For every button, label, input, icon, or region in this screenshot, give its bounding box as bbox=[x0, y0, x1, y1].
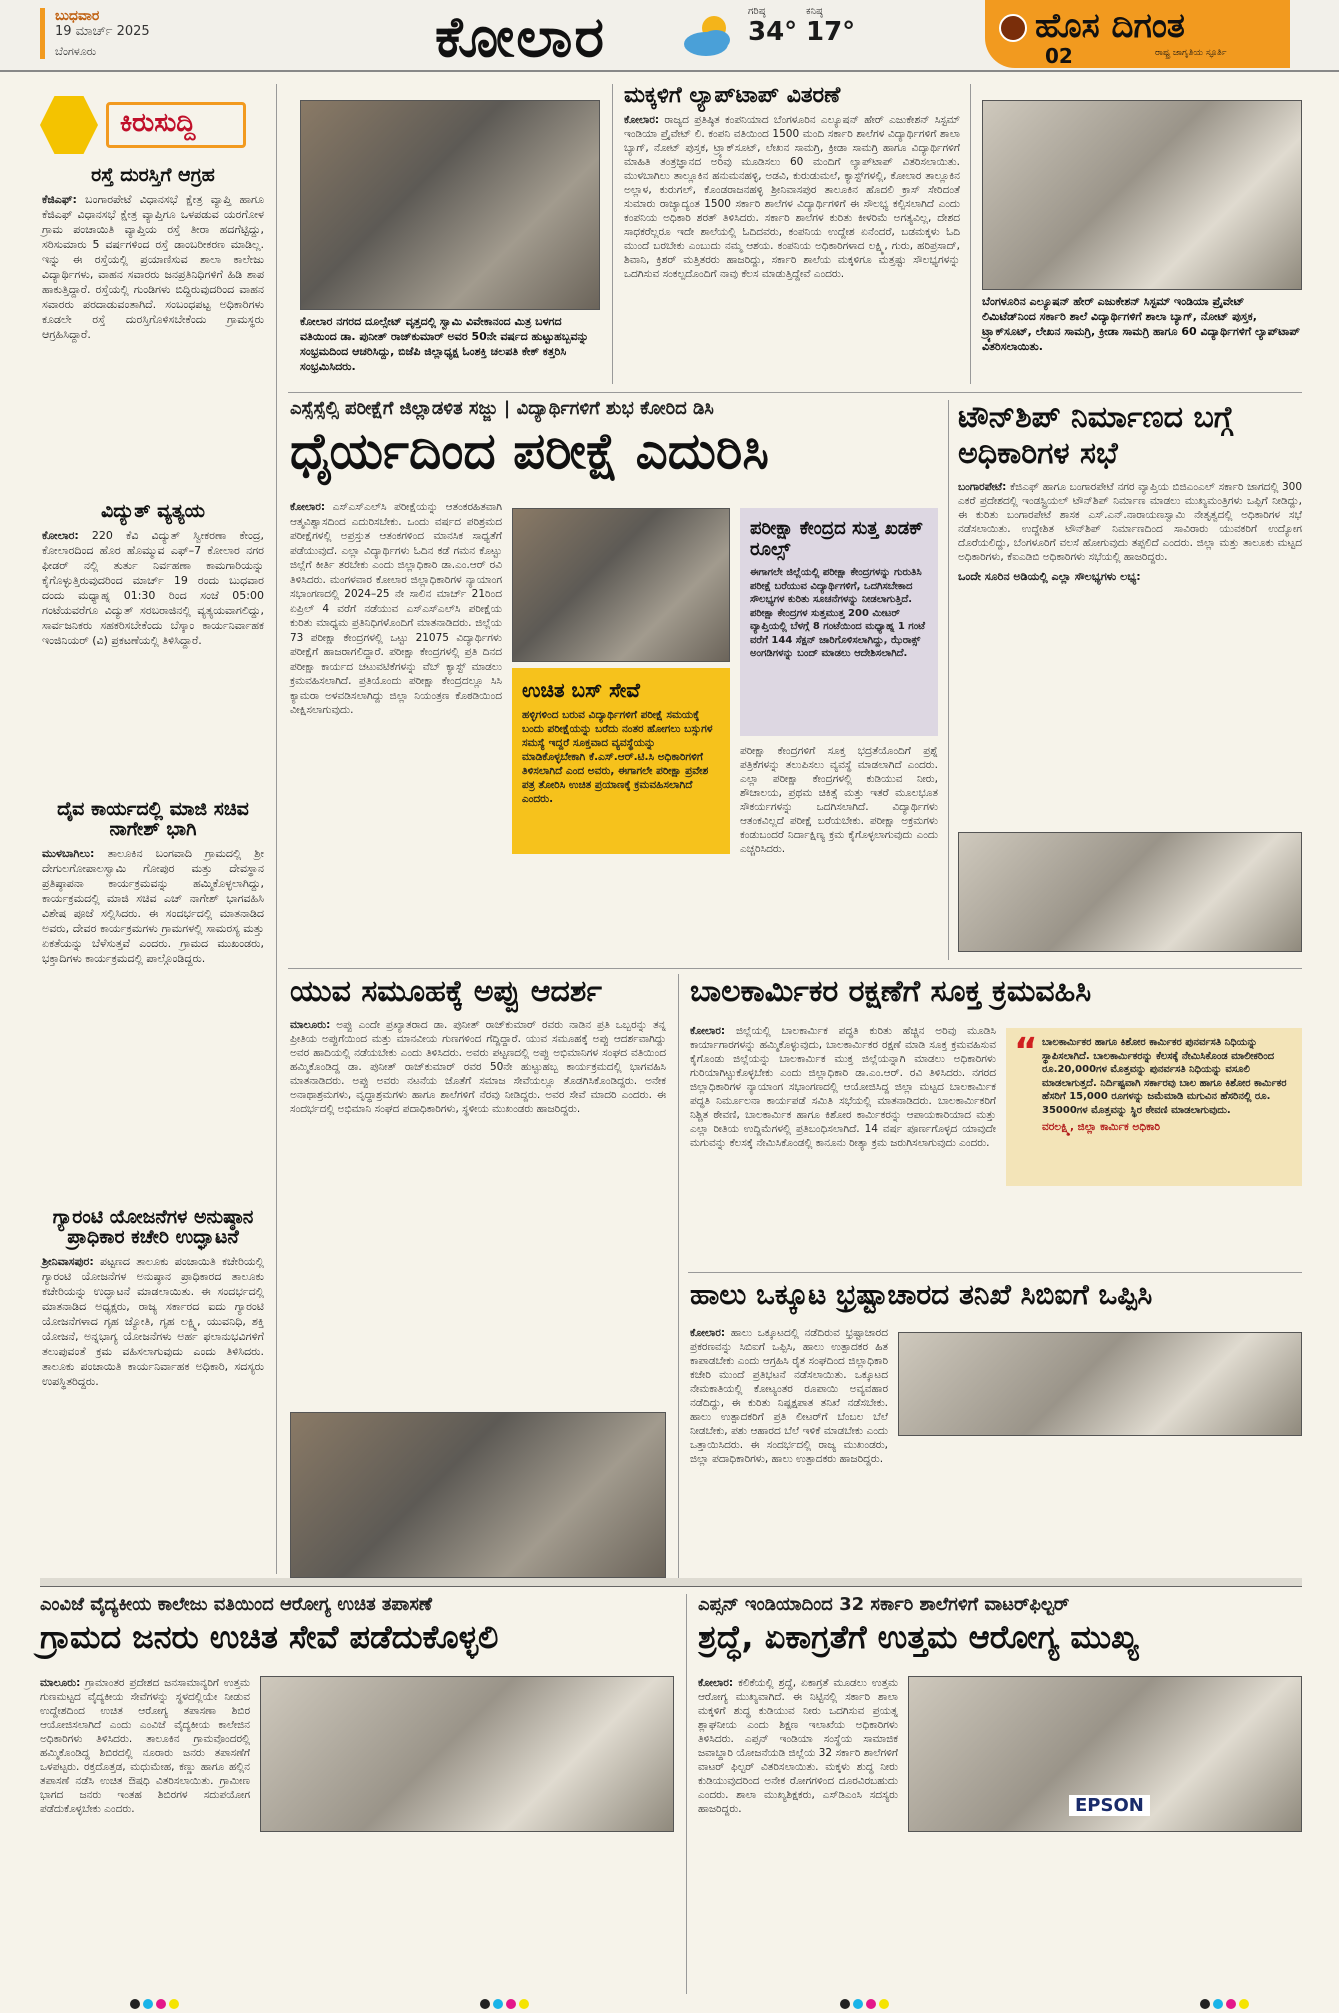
exam-dateline: ಕೋಲಾರ: bbox=[290, 501, 326, 513]
brief-4-headline: ಗ್ಯಾರಂಟಿ ಯೋಜನೆಗಳ ಅನುಷ್ಠಾನ ಪ್ರಾಧಿಕಾರ ಕಚೇರಿ ಉದ್ಘಾಟನೆ bbox=[52, 1206, 254, 1248]
water-dateline: ಕೋಲಾರ: bbox=[698, 1677, 734, 1689]
dairy-protest-photo bbox=[898, 1332, 1302, 1436]
medical-kicker: ಎಂವಿಜೆ ವೈದ್ಯಕೀಯ ಕಾಲೇಜು ವತಿಯಿಂದ ಆರೋಗ್ಯ ಉಚಿತ ತಪಾಸಣೆ bbox=[40, 1594, 432, 1615]
date-block bbox=[40, 8, 150, 59]
youth-body: ಅಪ್ಪು ಎಂದೇ ಪ್ರಖ್ಯಾತರಾದ ಡಾ. ಪುನೀತ್ ರಾಜ್‌ಕುಮಾರ್ ರವರು ನಾಡಿನ ಪ್ರತಿ ಒಬ್ಬರನ್ನು ತನ್ನ ಪ್ರೀತಿಯ ಅಪ್ಪುಗೆಯಿಂದ ಮತ್ತು ಮಾನವೀಯ ಗುಣಗಳಿಂದ ಗೆದ್ದಿದ್ದಾರೆ. ಯುವ ಸಮೂಹಕ್ಕೆ ಅಪ್ಪು ಆದರ್ಶವಾಗಿದ್ದು ಅವರ ಹಾದಿಯಲ್ಲಿ ನಡೆಯಬೇಕು ಎಂದು ತಿಳಿಸಿದರು. ಅವರು ಪಟ್ಟಣದಲ್ಲಿ ಅಪ್ಪು ಅಭಿಮಾನಿಗಳ ಸಂಘದ ವತಿಯಿಂದ ಹಮ್ಮಿಕೊಂಡಿದ್ದ ಡಾ. ಪುನೀತ್ ರಾಜ್‌ಕುಮಾರ್ ರವರ 50ನೇ ಹುಟ್ಟುಹಬ್ಬ ಕಾರ್ಯಕ್ರಮದಲ್ಲಿ ಭಾಗವಹಿಸಿ ಮಾತನಾಡಿದರು. ಅಪ್ಪು ಅವರು ನಟನೆಯ ಜೊತೆಗೆ ಸಮಾಜ ಸೇವೆಯಲ್ಲೂ ತೊಡಗಿಸಿಕೊಂಡಿದ್ದರು. ಅನೇಕ ಅನಾಥಾಶ್ರಮಗಳು, ವೃದ್ಧಾಶ್ರಮಗಳು ಹಾಗೂ ಶಾಲೆಗಳಿಗೆ ನೆರವು ನೀಡಿದ್ದರು. ಅವರ ಸೇವೆ ಮಾದರಿ ಎಂದರು. ಈ ಸಂದರ್ಭದಲ್ಲಿ ಅಭಿಮಾನಿ ಸಂಘದ ಪದಾಧಿಕಾರಿಗಳು, ಸ್ಥಳೀಯ ಮುಖಂಡರು ಹಾಜರಿದ್ದರು. bbox=[290, 1018, 667, 1115]
max-temp-block bbox=[748, 6, 797, 47]
laptop-story bbox=[624, 84, 960, 281]
page-number: 02 bbox=[1045, 44, 1073, 68]
pointing-hand-icon bbox=[40, 96, 98, 154]
medical-body-col-2 bbox=[260, 1840, 674, 1990]
brief-4-body: ಪಟ್ಟಣದ ತಾಲೂಕು ಪಂಚಾಯಿತಿ ಕಚೇರಿಯಲ್ಲಿ ಗ್ಯಾರಂಟಿ ಯೋಜನೆಗಳ ಅನುಷ್ಠಾನ ಪ್ರಾಧಿಕಾರದ ತಾಲೂಕು ಕಚೇರಿಯನ್ನು ಉದ್ಘಾಟನೆ ಮಾಡಲಾಯಿತು. ಈ ಸಂದರ್ಭದಲ್ಲಿ ಮಾತನಾಡಿದ ಅಧ್ಯಕ್ಷರು, ರಾಜ್ಯ ಸರ್ಕಾರದ ಐದು ಗ್ಯಾರಂಟಿ ಯೋಜನೆಗಳಾದ ಗೃಹ ಜ್ಯೋತಿ, ಗೃಹ ಲಕ್ಷ್ಮಿ, ಯುವನಿಧಿ, ಶಕ್ತಿ ಯೋಜನೆ, ಅನ್ನಭಾಗ್ಯ ಯೋಜನೆಗಳು ಅರ್ಹ ಫಲಾನುಭವಿಗಳಿಗೆ ತಲುಪುವಂತೆ ಕ್ರಮ ವಹಿಸಲಾಗುವುದು ಎಂದು ತಿಳಿಸಿದರು. ತಾಲೂಕು ಪಂಚಾಯಿತಿ ಕಾರ್ಯನಿರ್ವಾಹಕ ಅಧಿಕಾರಿ, ಸದಸ್ಯರು ಉಪಸ್ಥಿತರಿದ್ದರು. bbox=[42, 1254, 264, 1388]
water-kicker: ಎಪ್ಸನ್ ಇಂಡಿಯಾದಿಂದ 32 ಸರ್ಕಾರಿ ಶಾಲೆಗಳಿಗೆ ವಾಟರ್‌ಫಿಲ್ಟರ್ bbox=[698, 1594, 1070, 1615]
min-temp: 17° bbox=[806, 17, 856, 47]
child-labour-quote-attribution: ವರಲಕ್ಷ್ಮಿ, ಜಿಲ್ಲಾ ಕಾರ್ಮಿಕ ಅಧಿಕಾರಿ bbox=[1042, 1121, 1161, 1133]
youth-story bbox=[290, 976, 666, 1116]
dairy-body-col-2 bbox=[898, 1444, 1302, 1574]
water-filter-photo bbox=[908, 1676, 1302, 1832]
puneeth-birthday-photo bbox=[300, 100, 600, 310]
paper-name: ಹೊಸ ದಿಗಂತ bbox=[1035, 6, 1185, 46]
min-label: ಕನಿಷ್ಠ bbox=[806, 6, 823, 17]
section-title: ಕೋಲಾರ bbox=[435, 4, 606, 70]
exam-rules-body: ಈಗಾಗಲೇ ಜಿಲ್ಲೆಯಲ್ಲಿ ಪರೀಕ್ಷಾ ಕೇಂದ್ರಗಳನ್ನು ಗುರುತಿಸಿ ಪರೀಕ್ಷೆ ಬರೆಯುವ ವಿದ್ಯಾರ್ಥಿಗಳಿಗೆ, ಒದಗಿಸಬೇಕಾದ ಸೌಲಭ್ಯಗಳ ಕುರಿತು ಸೂಚನೆಗಳನ್ನು ನೀಡಲಾಗುತ್ತಿದೆ. ಪರೀಕ್ಷಾ ಕೇಂದ್ರಗಳ ಸುತ್ತಮುತ್ತ 200 ಮೀಟರ್ ವ್ಯಾಪ್ತಿಯಲ್ಲಿ ಬೆಳಗ್ಗೆ 8 ಗಂಟೆಯಿಂದ ಮಧ್ಯಾಹ್ನ 1 ಗಂಟೆ ವರೆಗೆ 144 ಸೆಕ್ಷನ್ ಜಾರಿಗೊಳಿಸಲಾಗಿದ್ದು, ಝೆರಾಕ್ಸ್ ಅಂಗಡಿಗಳನ್ನು ಬಂದ್ ಮಾಡಲು ಆದೇಶಿಸಲಾಗಿದೆ. bbox=[750, 567, 926, 659]
child-labour-dateline: ಕೋಲಾರ: bbox=[690, 1025, 726, 1037]
water-body-col-2 bbox=[908, 1840, 1302, 1990]
edition-city: ಬೆಂಗಳೂರು bbox=[55, 45, 97, 58]
print-registration-marks-3 bbox=[840, 1994, 892, 2013]
exam-rules-title: ಪರೀಕ್ಷಾ ಕೇಂದ್ರದ ಸುತ್ತ ಖಡಕ್ ರೂಲ್ಸ್ bbox=[750, 518, 924, 560]
dairy-body-col bbox=[690, 1326, 888, 1576]
youth-headline: ಯುವ ಸಮೂಹಕ್ಕೆ ಅಪ್ಪು ಆದರ್ಶ bbox=[290, 974, 602, 1009]
dairy-dateline: ಕೋಲಾರ: bbox=[690, 1327, 726, 1339]
briefs-brand bbox=[40, 96, 250, 156]
exam-body-col bbox=[290, 500, 502, 718]
child-labour-headline: ಬಾಲಕಾರ್ಮಿಕರ ರಕ್ಷಣೆಗೆ ಸೂಕ್ತ ಕ್ರಮವಹಿಸಿ bbox=[690, 974, 1092, 1009]
weekday: ಬುಧವಾರ bbox=[55, 8, 100, 24]
exam-body-col-2: ಪರೀಕ್ಷಾ ಕೇಂದ್ರಗಳಿಗೆ ಸೂಕ್ತ ಭದ್ರತೆಯೊಂದಿಗೆ ಪ್ರಶ್ನೆ ಪತ್ರಿಕೆಗಳನ್ನು ತಲುಪಿಸಲು ವ್ಯವಸ್ಥೆ ಮಾಡಲಾಗಿದೆ ಎಂದರು. ಎಲ್ಲಾ ಪರೀಕ್ಷಾ ಕೇಂದ್ರಗಳಲ್ಲಿ ಕುಡಿಯುವ ನೀರು, ಶೌಚಾಲಯ, ಪ್ರಥಮ ಚಿಕಿತ್ಸೆ ಮತ್ತು ಇತರೆ ಮೂಲಭೂತ ಸೌಕರ್ಯಗಳನ್ನು ಒದಗಿಸಲಾಗಿದೆ. ವಿದ್ಯಾರ್ಥಿಗಳು ಆತಂಕವಿಲ್ಲದೆ ಪರೀಕ್ಷೆ ಬರೆಯಬೇಕು. ಪರೀಕ್ಷಾ ಅಕ್ರಮಗಳು ಕಂಡುಬಂದರೆ ನಿರ್ದಾಕ್ಷಿಣ್ಯ ಕ್ರಮ ಕೈಗೊಳ್ಳಲಾಗುವುದು ಎಂದು ಎಚ್ಚರಿಸಿದರು. bbox=[740, 745, 938, 855]
print-registration-marks-4 bbox=[1200, 1994, 1252, 2013]
laptop-distribution-photo bbox=[982, 100, 1302, 290]
logo-emblem-icon bbox=[999, 14, 1027, 42]
paper-tagline: ರಾಷ್ಟ್ರ ಜಾಗೃತಿಯ ಸ್ಫೂರ್ತಿ bbox=[1155, 48, 1227, 58]
township-headline: ಟೌನ್‌ಶಿಪ್ ನಿರ್ಮಾಣದ ಬಗ್ಗೆ ಅಧಿಕಾರಿಗಳ ಸಭೆ bbox=[958, 400, 1233, 471]
youth-dateline: ಮಾಲೂರು: bbox=[290, 1018, 331, 1031]
brief-4-dateline: ಶ್ರೀನಿವಾಸಪುರ: bbox=[42, 1254, 94, 1268]
quote-mark-icon: “ bbox=[1014, 1031, 1038, 1072]
dairy-body: ಹಾಲು ಒಕ್ಕೂಟದಲ್ಲಿ ನಡೆದಿರುವ ಭ್ರಷ್ಟಾಚಾರದ ಪ್ರಕರಣವನ್ನು ಸಿಬಿಐಗೆ ಒಪ್ಪಿಸಿ, ಹಾಲು ಉತ್ಪಾದಕರ ಹಿತ ಕಾಪಾಡಬೇಕು ಎಂದು ಆಗ್ರಹಿಸಿ ರೈತ ಸಂಘದಿಂದ ಜಿಲ್ಲಾಧಿಕಾರಿ ಕಚೇರಿ ಮುಂದೆ ಪ್ರತಿಭಟನೆ ನಡೆಸಲಾಯಿತು. ಒಕ್ಕೂಟದ ನೇಮಕಾತಿಯಲ್ಲಿ ಕೋಟ್ಯಂತರ ರೂಪಾಯಿ ಅವ್ಯವಹಾರ ನಡೆದಿದ್ದು, ಈ ಕುರಿತು ನಿಷ್ಪಕ್ಷಪಾತ ತನಿಖೆ ನಡೆಸಬೇಕು. ಹಾಲು ಉತ್ಪಾದಕರಿಗೆ ಪ್ರತಿ ಲೀಟರ್‌ಗೆ ಬೆಂಬಲ ಬೆಲೆ ನೀಡಬೇಕು, ಪಶು ಆಹಾರದ ಬೆಲೆ ಇಳಿಕೆ ಮಾಡಬೇಕು ಎಂದು ಒತ್ತಾಯಿಸಿದರು. ಈ ಸಂದರ್ಭದಲ್ಲಿ ರಾಜ್ಯ ಮುಖಂಡರು, ಜಿಲ್ಲಾ ಪದಾಧಿಕಾರಿಗಳು, ಹಾಲು ಉತ್ಪಾದಕರು ಹಾಜರಿದ್ದರು. bbox=[690, 1327, 888, 1465]
print-registration-marks bbox=[130, 1994, 182, 2013]
puneeth-birthday-caption: ಕೋಲಾರ ನಗರದ ದೂಲ್ಸೇಟ್ ವೃತ್ತದಲ್ಲಿ ಸ್ವಾಮಿ ವಿವೇಕಾನಂದ ಮಿತ್ರ ಬಳಗದ ವತಿಯಿಂದ ಡಾ. ಪುನೀತ್ ರಾಜ್‌ಕುಮಾರ್ ಅವರ 50ನೇ ವರ್ಷದ ಹುಟ್ಟುಹಬ್ಬವನ್ನು ಸಂಭ್ರಮದಿಂದ ಆಚರಿಸಿದ್ದು, ಬಿಜೆಪಿ ಜಿಲ್ಲಾಧ್ಯಕ್ಷ ಓಂಶಕ್ತಿ ಚಲಪತಿ ಕೇಕ್ ಕತ್ತರಿಸಿ ಸಂಭ್ರಮಿಸಿದರು. bbox=[300, 315, 589, 373]
child-labour-quote-box bbox=[1006, 1028, 1302, 1186]
medical-camp-photo bbox=[260, 1676, 674, 1832]
brief-3-headline: ದೈವ ಕಾರ್ಯದಲ್ಲಿ ಮಾಜಿ ಸಚಿವ ನಾಗೇಶ್ ಭಾಗಿ bbox=[57, 798, 249, 840]
free-bus-body: ಹಳ್ಳಿಗಳಿಂದ ಬರುವ ವಿದ್ಯಾರ್ಥಿಗಳಿಗೆ ಪರೀಕ್ಷೆ ಸಮಯಕ್ಕೆ ಬಂದು ಪರೀಕ್ಷೆಯನ್ನು ಬರೆದು ನಂತರ ಹೋಗಲು ಬಸ್ಸುಗಳ ಸಮಸ್ಯೆ ಇದ್ದರೆ ಸೂಕ್ತವಾದ ವ್ಯವಸ್ಥೆಯನ್ನು ಮಾಡಿಕೊಳ್ಳಬೇಕಾಗಿ ಕೆ.ಎಸ್.ಆರ್.ಟಿ.ಸಿ ಅಧಿಕಾರಿಗಳಿಗೆ ತಿಳಿಸಲಾಗಿದೆ ಎಂದ ಅವರು, ಈಗಾಗಲೇ ಪರೀಕ್ಷಾ ಪ್ರವೇಶ ಪತ್ರ ತೋರಿಸಿ ಉಚಿತ ಪ್ರಯಾಣಕ್ಕೆ ಕ್ರಮವಹಿಸಲಾಗಿದೆ ಎಂದರು. bbox=[522, 709, 713, 805]
brief-1-headline: ರಸ್ತೆ ದುರಸ್ತಿಗೆ ಆಗ್ರಹ bbox=[91, 164, 215, 186]
child-labour-story bbox=[690, 976, 1302, 1008]
epson-label: EPSON bbox=[1069, 1795, 1150, 1816]
dairy-headline: ಹಾಲು ಒಕ್ಕೂಟ ಭ್ರಷ್ಟಾಚಾರದ ತನಿಖೆ ಸಿಬಿಐಗೆ ಒಪ್ಪಿಸಿ bbox=[690, 1278, 1153, 1311]
brief-1-body: ಬಂಗಾರಪೇಟೆ ವಿಧಾನಸಭೆ ಕ್ಷೇತ್ರ ವ್ಯಾಪ್ತಿ ಹಾಗೂ ಕೆಜಿಎಫ್ ವಿಧಾನಸಭೆ ಕ್ಷೇತ್ರ ವ್ಯಾಪ್ತಿಗೂ ಒಳಪಡುವ ಯರಗೋಳ ಗ್ರಾಮ ಪಂಚಾಯಿತಿ ವ್ಯಾಪ್ತಿಯ ರಸ್ತೆ ತೀರಾ ಹದಗೆಟ್ಟಿದ್ದು, ಸರಿಸುಮಾರು 5 ವರ್ಷಗಳಿಂದ ರಸ್ತೆ ಡಾಂಬರೀಕರಣ ಮಾಡಿಲ್ಲ. ಇನ್ನು ಈ ರಸ್ತೆಯಲ್ಲಿ ಪ್ರಯಾಣಿಸುವ ಶಾಲಾ ಕಾಲೇಜು ವಿದ್ಯಾರ್ಥಿಗಳು, ವಾಹನ ಸವಾರರು ಜನಪ್ರತಿನಿಧಿಗಳಿಗೆ ಹಿಡಿ ಶಾಪ ಹಾಕುತ್ತಿದ್ದಾರೆ. ರಸ್ತೆಯಲ್ಲಿ ಗುಂಡಿಗಳು ಬಿದ್ದಿರುವುದರಿಂದ ವಾಹನ ಸವಾರರು ಪರದಾಡುವಂತಾಗಿದೆ. ಸಂಬಂಧಪಟ್ಟ ಅಧಿಕಾರಿಗಳು ಕೂಡಲೇ ರಸ್ತೆ ದುರಸ್ತಿಗೊಳಿಸಬೇಕೆಂದು ಗ್ರಾಮಸ್ಥರು ಆಗ್ರಹಿಸಿದ್ದಾರೆ. bbox=[42, 192, 264, 341]
exam-story bbox=[290, 398, 938, 478]
brief-2 bbox=[42, 502, 264, 648]
medical-body: ಗ್ರಾಮಾಂತರ ಪ್ರದೇಶದ ಜನಸಾಮಾನ್ಯರಿಗೆ ಉತ್ತಮ ಗುಣಮಟ್ಟದ ವೈದ್ಯಕೀಯ ಸೇವೆಗಳನ್ನು ಸ್ಥಳದಲ್ಲಿಯೇ ನೀಡುವ ಉದ್ದೇಶದಿಂದ ಉಚಿತ ಆರೋಗ್ಯ ತಪಾಸಣಾ ಶಿಬಿರ ಆಯೋಜಿಸಲಾಗಿದೆ ಎಂದು ಎಂವಿಜೆ ವೈದ್ಯಕೀಯ ಕಾಲೇಜಿನ ಅಧಿಕಾರಿಗಳು ತಿಳಿಸಿದರು. ತಾಲೂಕಿನ ಗ್ರಾಮವೊಂದರಲ್ಲಿ ಹಮ್ಮಿಕೊಂಡಿದ್ದ ಶಿಬಿರದಲ್ಲಿ ನೂರಾರು ಜನರು ತಪಾಸಣೆಗೆ ಒಳಪಟ್ಟರು. ರಕ್ತದೊತ್ತಡ, ಮಧುಮೇಹ, ಕಣ್ಣು ಹಾಗೂ ಹಲ್ಲಿನ ತಪಾಸಣೆ ನಡೆಸಿ ಉಚಿತ ಔಷಧಿ ವಿತರಿಸಲಾಯಿತು. ಗ್ರಾಮೀಣ ಭಾಗದ ಜನರು ಇಂತಹ ಶಿಬಿರಗಳ ಸದುಪಯೋಗ ಪಡೆದುಕೊಳ್ಳಬೇಕು ಎಂದರು. bbox=[40, 1677, 250, 1815]
dairy-story bbox=[690, 1280, 1302, 1309]
briefs-label: ಕಿರುಸುದ್ದಿ bbox=[120, 108, 196, 138]
brief-4 bbox=[42, 1208, 264, 1389]
brief-2-body: 220 ಕೆವಿ ವಿದ್ಯುತ್ ಸ್ವೀಕರಣಾ ಕೇಂದ್ರ, ಕೋಲಾರದಿಂದ ಹೊರ ಹೊಮ್ಮುವ ಎಫ್–7 ಕೋಲಾರ ನಗರ ಫೀಡರ್ ನಲ್ಲಿ ತುರ್ತು ನಿರ್ವಹಣಾ ಕಾಮಗಾರಿಯನ್ನು ಕೈಗೊಳ್ಳುತ್ತಿರುವುದರಿಂದ ಮಾರ್ಚ್ 19 ರಂದು ಬುಧವಾರ ದಂದು ಮಧ್ಯಾಹ್ನ 01:30 ರಿಂದ ಸಂಜೆ 05:00 ಗಂಟೆಯವರೆಗೂ ವಿದ್ಯುತ್ ಸರಬರಾಜಿನಲ್ಲಿ ವ್ಯತ್ಯಯವಾಗಲಿದ್ದು, ಸಾರ್ವಜನಿಕರು ಸಹಕರಿಸಬೇಕೆಂದು ಬೆಸ್ಕಾಂ ಕಾರ್ಯನಿರ್ವಾಹಕ ಇಂಜಿನಿಯರ್ (ವಿ) ಪ್ರಕಟಣೆಯಲ್ಲಿ ತಿಳಿಸಿದ್ದಾರೆ. bbox=[42, 528, 264, 647]
township-body: ಕೆಜಿಎಫ್ ಹಾಗೂ ಬಂಗಾರಪೇಟೆ ನಗರ ವ್ಯಾಪ್ತಿಯ ಬಿಜಿಎಂಎಲ್ ಸರ್ಕಾರಿ ಜಾಗದಲ್ಲಿ 300 ಎಕರೆ ಪ್ರದೇಶದಲ್ಲಿ ಇಂಡಸ್ಟ್ರಿಯಲ್ ಟೌನ್‌ಶಿಪ್ ನಿರ್ಮಾಣ ಮಾಡಲು ಮುಖ್ಯಮಂತ್ರಿಗಳು ಒಪ್ಪಿಗೆ ನೀಡಿದ್ದು, ಈ ಕುರಿತು ಬಂಗಾರಪೇಟೆ ಶಾಸಕ ಎಸ್.ಎನ್.ನಾರಾಯಣಸ್ವಾಮಿ ನೇತೃತ್ವದಲ್ಲಿ ಅಧಿಕಾರಿಗಳ ಸಭೆ ನಡೆಸಲಾಯಿತು. ಉದ್ದೇಶಿತ ಟೌನ್‌ಶಿಪ್ ನಿರ್ಮಾಣದಿಂದ ಸಾವಿರಾರು ಯುವಕರಿಗೆ ಉದ್ಯೋಗ ದೊರೆಯಲಿದ್ದು, ಬೆಂಗಳೂರಿಗೆ ವಲಸೆ ಹೋಗುವುದು ತಪ್ಪಲಿದೆ ಎಂದರು. ಜಿಲ್ಲಾ ಮತ್ತು ತಾಲೂಕು ಮಟ್ಟದ ಅಧಿಕಾರಿಗಳು, ಕೆಐಎಡಿಬಿ ಅಧಿಕಾರಿಗಳು ಸಭೆಯಲ್ಲಿ ಹಾಜರಿದ್ದರು. bbox=[958, 481, 1303, 563]
brief-3 bbox=[42, 800, 264, 966]
water-headline: ಶ್ರದ್ಧೆ, ಏಕಾಗ್ರತೆಗೆ ಉತ್ತಮ ಆರೋಗ್ಯ ಮುಖ್ಯ bbox=[698, 1618, 1139, 1656]
brief-1-dateline: ಕೆಜಿಎಫ್: bbox=[42, 192, 77, 206]
township-subhead: ಒಂದೇ ಸೂರಿನ ಅಡಿಯಲ್ಲಿ ಎಲ್ಲಾ ಸೌಲಭ್ಯಗಳು ಲಭ್ಯ: bbox=[958, 570, 1141, 583]
weather-icon bbox=[680, 10, 740, 60]
exam-kicker: ಎಸ್ಸೆಸ್ಸೆಲ್ಸಿ ಪರೀಕ್ಷೆಗೆ ಜಿಲ್ಲಾಡಳಿತ ಸಜ್ಜು | ವಿದ್ಯಾರ್ಥಿಗಳಿಗೆ ಶುಭ ಕೋರಿದ ಡಿಸಿ bbox=[290, 398, 714, 419]
max-temp: 34° bbox=[748, 17, 798, 47]
date: 19 ಮಾರ್ಚ್ 2025 bbox=[55, 24, 150, 39]
appu-tribute-photo bbox=[290, 1412, 666, 1578]
print-registration-marks-2 bbox=[480, 1994, 532, 2013]
brief-3-body: ತಾಲೂಕಿನ ಬಂಗವಾದಿ ಗ್ರಾಮದಲ್ಲಿ ಶ್ರೀ ದೇಗುಲಗೋಪಾಲಸ್ವಾಮಿ ಗೋಪುರ ಮತ್ತು ದೇವಸ್ಥಾನ ಪ್ರತಿಷ್ಠಾಪನಾ ಕಾರ್ಯಕ್ರಮವನ್ನು ಹಮ್ಮಿಕೊಳ್ಳಲಾಗಿದ್ದು, ಕಾರ್ಯಕ್ರಮದಲ್ಲಿ ಮಾಜಿ ಸಚಿವ ಎಚ್ ನಾಗೇಶ್ ಭಾಗವಹಿಸಿ ವಿಶೇಷ ಪೂಜೆ ಸಲ್ಲಿಸಿದರು. ಈ ಸಂದರ್ಭದಲ್ಲಿ ಮಾತನಾಡಿದ ಅವರು, ದೇವರ ಕಾರ್ಯಕ್ರಮಗಳು ಗ್ರಾಮಗಳಲ್ಲಿ ಸಾಮರಸ್ಯ ಮತ್ತು ಏಕತೆಯನ್ನು ಬೆಳೆಸುತ್ತವೆ ಎಂದರು. ಗ್ರಾಮದ ಮುಖಂಡರು, ಭಕ್ತಾದಿಗಳು ಕಾರ್ಯಕ್ರಮದಲ್ಲಿ ಪಾಲ್ಗೊಂಡಿದ್ದರು. bbox=[42, 846, 264, 965]
medical-body-col bbox=[40, 1676, 250, 1992]
medical-headline: ಗ್ರಾಮದ ಜನರು ಉಚಿತ ಸೇವೆ ಪಡೆದುಕೊಳ್ಳಲಿ bbox=[40, 1618, 499, 1656]
paper-logo bbox=[985, 0, 1290, 68]
max-label: ಗರಿಷ್ಠ bbox=[748, 6, 766, 17]
brief-2-headline: ವಿದ್ಯುತ್ ವ್ಯತ್ಯಯ bbox=[101, 500, 205, 522]
medical-dateline: ಮಾಲೂರು: bbox=[40, 1677, 81, 1689]
township-dateline: ಬಂಗಾರಪೇಟೆ: bbox=[958, 481, 1007, 493]
laptop-dateline: ಕೋಲಾರ: bbox=[624, 114, 660, 127]
free-bus-box bbox=[512, 668, 730, 854]
child-labour-body-col bbox=[690, 1024, 996, 1264]
water-body: ಕಲಿಕೆಯಲ್ಲಿ ಶ್ರದ್ಧೆ, ಏಕಾಗ್ರತೆ ಮೂಡಲು ಉತ್ತಮ ಆರೋಗ್ಯ ಮುಖ್ಯವಾಗಿದೆ. ಈ ನಿಟ್ಟಿನಲ್ಲಿ ಸರ್ಕಾರಿ ಶಾಲಾ ಮಕ್ಕಳಿಗೆ ಶುದ್ಧ ಕುಡಿಯುವ ನೀರು ಒದಗಿಸುವ ಪ್ರಯತ್ನ ಶ್ಲಾಘನೀಯ ಎಂದು ಶಿಕ್ಷಣ ಇಲಾಖೆಯ ಅಧಿಕಾರಿಗಳು ತಿಳಿಸಿದರು. ಎಪ್ಸನ್ ಇಂಡಿಯಾ ಸಂಸ್ಥೆಯ ಸಾಮಾಜಿಕ ಜವಾಬ್ದಾರಿ ಯೋಜನೆಯಡಿ ಜಿಲ್ಲೆಯ 32 ಸರ್ಕಾರಿ ಶಾಲೆಗಳಿಗೆ ವಾಟರ್ ಫಿಲ್ಟರ್ ವಿತರಿಸಲಾಯಿತು. ಮಕ್ಕಳು ಶುದ್ಧ ನೀರು ಕುಡಿಯುವುದರಿಂದ ಅನೇಕ ರೋಗಗಳಿಂದ ದೂರವಿರಬಹುದು ಎಂದರು. ಶಾಲಾ ಮುಖ್ಯಶಿಕ್ಷಕರು, ಎಸ್‌ಡಿಎಂಸಿ ಸದಸ್ಯರು ಹಾಜರಿದ್ದರು. bbox=[698, 1677, 898, 1815]
water-body-col bbox=[698, 1676, 898, 1992]
brief-3-dateline: ಮುಳಬಾಗಿಲು: bbox=[42, 846, 95, 860]
min-temp-block bbox=[806, 6, 855, 47]
child-labour-quote: ಬಾಲಕಾರ್ಮಿಕರ ಹಾಗೂ ಕಿಶೋರ ಕಾರ್ಮಿಕರ ಪುನರ್ವಸತಿ ನಿಧಿಯನ್ನು ಸ್ಥಾಪಿಸಲಾಗಿದೆ. ಬಾಲಕಾರ್ಮಿಕರನ್ನು ಕೆಲಸಕ್ಕೆ ನೇಮಿಸಿಕೊಂಡ ಮಾಲೀಕರಿಂದ ರೂ.20,000ಗಳ ಮೊತ್ತವನ್ನು ಪುನರ್ವಸತಿ ನಿಧಿಯನ್ನು ವಸೂಲಿ ಮಾಡಲಾಗುತ್ತದೆ. ನಿರ್ದಿಷ್ಟವಾಗಿ ಸರ್ಕಾರವು ಬಾಲ ಹಾಗೂ ಕಿಶೋರ ಕಾರ್ಮಿಕರ ಹೆಸರಿಗೆ 15,000 ರೂಗಳನ್ನು ಜಮೆಮಾಡಿ ಮಗುವಿನ ಹೆಸರಿನಲ್ಲಿ ರೂ. 35000ಗಳ ಮೊತ್ತವನ್ನು ಸ್ಥಿರ ಠೇವಣಿ ಮಾಡಲಾಗುವುದು. bbox=[1042, 1037, 1287, 1116]
masthead bbox=[0, 0, 1339, 72]
child-labour-body: ಜಿಲ್ಲೆಯಲ್ಲಿ ಬಾಲಕಾರ್ಮಿಕ ಪದ್ಧತಿ ಕುರಿತು ಹೆಚ್ಚಿನ ಅರಿವು ಮೂಡಿಸಿ ಕಾರ್ಯಾಗಾರಗಳನ್ನು ಹಮ್ಮಿಕೊಳ್ಳುವುದು, ಬಾಲಕಾರ್ಮಿಕರ ರಕ್ಷಣೆ ಮಾಡಿ ಸೂಕ್ತ ಕ್ರಮವಹಿಸುವ ಕೈಗೊಂಡು ಜಿಲ್ಲೆಯನ್ನು ಬಾಲಕಾರ್ಮಿಕ ಮುಕ್ತ ಜಿಲ್ಲೆಯನ್ನಾಗಿ ಮಾಡಲು ಅಧಿಕಾರಿಗಳು ಗುರಿಯಾಗಿಟ್ಟುಕೊಳ್ಳಬೇಕು ಎಂದು ಜಿಲ್ಲಾಧಿಕಾರಿ ಡಾ.ಎಂ.ಆರ್. ರವಿ ತಿಳಿಸಿದರು. ನಗರದ ಜಿಲ್ಲಾಧಿಕಾರಿಗಳ ನ್ಯಾಯಾಂಗ ಸಭಾಂಗಣದಲ್ಲಿ ಆಯೋಜಿಸಿದ್ದ ಜಿಲ್ಲಾ ಮಟ್ಟದ ಬಾಲಕಾರ್ಮಿಕ ಪದ್ಧತಿ ನಿರ್ಮೂಲನಾ ಕಾರ್ಯಪಡೆ ಸಮಿತಿ ಸಭೆಯಲ್ಲಿ ಮಾತನಾಡಿದರು. ಬಾಲಕಾರ್ಮಿಕರಿಗೆ ನಿಶ್ಚಿತ ಠೇವಣಿ, ಬಾಲಕಾರ್ಮಿಕ ಹಾಗೂ ಕಿಶೋರ ಕಾರ್ಮಿಕರನ್ನು ಆಪಾಯಕಾರಿಯಾದ ಮತ್ತು ಎಲ್ಲಾ ರೀತಿಯ ಉದ್ದಿಮೆಗಳಲ್ಲಿ ಪ್ರತಿಬಂಧಿಸಲಾಗಿದೆ. 14 ವರ್ಷ ಪೂರ್ಣಗೊಳ್ಳದ ಯಾವುದೇ ಮಗುವನ್ನು ಕೆಲಸಕ್ಕೆ ನೇಮಿಸಿಕೊಂಡಲ್ಲಿ ಕಾನೂನು ರೀತ್ಯಾ ಕ್ರಮ ಜರುಗಿಸಲಾಗುವುದು ಎಂದರು. bbox=[690, 1025, 996, 1149]
exam-body: ಎಸ್ಎಸ್ಎಲ್‌ಸಿ ಪರೀಕ್ಷೆಯನ್ನು ಆತಂಕರಹಿತವಾಗಿ ಆತ್ಮವಿಶ್ವಾಸದಿಂದ ಎದುರಿಸಬೇಕು. ಒಂದು ವರ್ಷದ ಪರಿಶ್ರಮದ ಪರೀಕ್ಷೆಗಳಲ್ಲಿ ಅಪ್ರಸ್ತುತ ಆತಂಕಗಳಿಂದ ಮಾನಸಿಕ ಸಾಧ್ಯತೆಗೆ ಪಡೆಯುವುದೆ. ಎಲ್ಲಾ ವಿದ್ಯಾರ್ಥಿಗಳು ಓದಿನ ಕಡೆ ಗಮನ ಕೊಟ್ಟು ಜಿಲ್ಲೆಗೆ ಕೀರ್ತಿ ತರಬೇಕು ಎಂದು ಜಿಲ್ಲಾಧಿಕಾರಿ ಡಾ.ಎಂ.ಆರ್ ರವಿ ತಿಳಿಸಿದರು. ಮಂಗಳವಾರ ಕೋಲಾರ ಜಿಲ್ಲಾಧಿಕಾರಿಗಳ ನ್ಯಾಯಾಂಗ ಸಭಾಂಗಣದಲ್ಲಿ 2024–25 ನೇ ಸಾಲಿನ ಮಾರ್ಚ್ 21ರಿಂದ ಏಪ್ರಿಲ್ 4 ವರೆಗೆ ನಡೆಯುವ ಎಸ್ಎಸ್ಎಲ್‌ಸಿ ಪರೀಕ್ಷೆಯ ಕುರಿತು ಮಾಧ್ಯಮ ಪ್ರತಿನಿಧಿಗಳೊಂದಿಗೆ ಮಾತನಾಡಿದರು. ಜಿಲ್ಲೆಯ 73 ಪರೀಕ್ಷಾ ಕೇಂದ್ರಗಳಲ್ಲಿ ಒಟ್ಟು 21075 ವಿದ್ಯಾರ್ಥಿಗಳು ಪರೀಕ್ಷೆಗೆ ಹಾಜರಾಗಲಿದ್ದಾರೆ. ಪರೀಕ್ಷಾ ಕೇಂದ್ರಗಳಲ್ಲಿ ಪ್ರತಿ ದಿನದ ಪರೀಕ್ಷಾ ಕಾರ್ಯದ ಚಟುವಟಿಕೆಗಳನ್ನು ವೆಬ್ ಕ್ಯಾಸ್ಟ್ ಮಾಡಲು ಕ್ರಮವಹಿಸಲಾಗಿದೆ. ಪ್ರತಿಯೊಂದು ಪರೀಕ್ಷಾ ಕೇಂದ್ರದಲ್ಲೂ ಸಿಸಿ ಕ್ಯಾಮರಾ ಅಳವಡಿಸಲಾಗಿದ್ದು ಜಿಲ್ಲಾ ನಿಯಂತ್ರಣ ಕೊಠಡಿಯಿಂದ ವೀಕ್ಷಿಸಲಾಗುವುದು. bbox=[290, 501, 502, 716]
bottom-bar-divider bbox=[40, 1578, 1302, 1586]
dc-press-photo bbox=[512, 508, 730, 662]
township-story bbox=[958, 400, 1302, 584]
brief-2-dateline: ಕೋಲಾರ: bbox=[42, 528, 79, 542]
exam-rules-box bbox=[740, 508, 938, 736]
laptop-body: ರಾಜ್ಯದ ಪ್ರತಿಷ್ಠಿತ ಕಂಪನಿಯಾದ ಬೆಂಗಳೂರಿನ ಎಲ್ಯೂಷನ್ ಹೇರ್ ಎಜುಕೇಶನ್ ಸಿಸ್ಟಮ್ ಇಂಡಿಯಾ ಪ್ರೈವೇಟ್ ಲಿ. ಕಂಪನಿ ವತಿಯಿಂದ 1500 ಮಂದಿ ಸರ್ಕಾರಿ ಶಾಲೆಗಳ ವಿದ್ಯಾರ್ಥಿಗಳಿಗೆ ಶಾಲಾ ಬ್ಯಾಗ್, ನೋಟ್ ಪುಸ್ತಕ, ಟ್ರ್ಯಾಕ್‌ಸೂಟ್, ಲೇಖನ ಸಾಮಗ್ರಿ, ಕ್ರೀಡಾ ಸಾಮಗ್ರಿ ಹಾಗೂ ವಿದ್ಯಾರ್ಥಿಗಳಿಗೆ ಮಾಹಿತಿ ತಂತ್ರಜ್ಞಾನದ ಅರಿವು ಮೂಡಿಸಲು 60 ಮಂದಿಗೆ ಲ್ಯಾಪ್‌ಟಾಪ್ ವಿತರಿಸಲಾಯಿತು. ಮುಳಬಾಗಿಲು ತಾಲ್ಲೂಕಿನ ಹನುಮನಹಳ್ಳಿ, ಅಡವಿ, ಕುರುಡುಮಲೆ, ಕ್ಯಾಸ್ಟ್‌ಗಳಲ್ಲಿ, ಕೋಲಾರ ತಾಲ್ಲೂಕಿನ ಅಲ್ಲಾಳ, ಕುರುಗಲ್, ಕೊಂಡರಾಜನಹಳ್ಳಿ ಶ್ರೀನಿವಾಸಪುರ ತಾಲೂಕಿನ ಹೊದಲಿ ಕ್ರಾಸ್ ಸೇರಿದಂತೆ ಸುಮಾರು ರಾಜ್ಯಾದ್ಯಂತ 1500 ಸರ್ಕಾರಿ ಶಾಲೆಗಳ ವಿದ್ಯಾರ್ಥಿಗಳಿಗೆ ಈ ಸೌಲಭ್ಯ ಕಲ್ಪಿಸಲಾಗಿದೆ ಎಂದು ಕಂಪನಿಯ ಅಧಿಕಾರಿ ಶರತ್ ತಿಳಿಸಿದರು. ಸರ್ಕಾರಿ ಶಾಲೆಗಳ ಕುರಿತು ಕೀಳರಿಮೆ ಅಗತ್ಯವಿಲ್ಲ, ದೇಶದ ಸಾಧಕರೆಲ್ಲರೂ ಇದೇ ಶಾಲೆಯಲ್ಲಿ ಓದಿದವರು, ಕಂಪನಿಯ ಉದ್ದೇಶ ಏನೆಂದರೆ, ಬಡಮಕ್ಕಳು ಓದಿ ಮುಂದೆ ಬರಬೇಕು ಎಂಬುದು ನಮ್ಮ ಆಶಯ. ಕಂಪನಿಯ ಅಧಿಕಾರಿಗಳಾದ ಲಕ್ಷ್ಮಿ, ಗುರು, ಹರಿಪ್ರಸಾದ್, ಶಿವಾನಿ, ಕ್ರಿಶರ್ ಮತ್ತಿತರರು ಹಾಜರಿದ್ದು, ಸರ್ಕಾರಿ ಶಾಲೆಯ ಮಕ್ಕಳಿಗೂ ಮತ್ತಷ್ಟು ಸೌಲಭ್ಯಗಳನ್ನು ಒದಗಿಸುವ ಸಂಕಲ್ಪದೊಂದಿಗೆ ನಾವು ಕೆಲಸ ಮಾಡುತ್ತಿದ್ದೇವೆ ಎಂದರು. bbox=[624, 114, 960, 281]
medical-story bbox=[40, 1594, 674, 1655]
free-bus-title: ಉಚಿತ ಬಸ್ ಸೇವೆ bbox=[522, 678, 640, 702]
laptop-headline: ಮಕ್ಕಳಿಗೆ ಲ್ಯಾಪ್‌ಟಾಪ್ ವಿತರಣೆ bbox=[624, 83, 841, 108]
brief-1 bbox=[42, 166, 264, 342]
laptop-distribution-caption: ಬೆಂಗಳೂರಿನ ಎಲ್ಯೂಷನ್ ಹೇರ್ ಎಜುಕೇಶನ್ ಸಿಸ್ಟಮ್ ಇಂಡಿಯಾ ಪ್ರೈವೇಟ್ ಲಿಮಿಟೆಡ್‌ನಿಂದ ಸರ್ಕಾರಿ ಶಾಲೆ ವಿದ್ಯಾರ್ಥಿಗಳಿಗೆ ಶಾಲಾ ಬ್ಯಾಗ್, ನೋಟ್ ಪುಸ್ತಕ, ಟ್ರ್ಯಾಕ್‌ಸೂಟ್, ಲೇಖನ ಸಾಮಗ್ರಿ, ಕ್ರೀಡಾ ಸಾಮಗ್ರಿ ಹಾಗೂ 60 ವಿದ್ಯಾರ್ಥಿಗಳಿಗೆ ಲ್ಯಾಪ್‌ಟಾಪ್ ವಿತರಿಸಲಾಯಿತು. bbox=[982, 295, 1300, 353]
township-meeting-photo bbox=[958, 832, 1302, 952]
exam-body-col-3 bbox=[512, 862, 730, 962]
water-story bbox=[698, 1594, 1302, 1655]
exam-headline: ಧೈರ್ಯದಿಂದ ಪರೀಕ್ಷೆ ಎದುರಿಸಿ bbox=[290, 422, 769, 480]
